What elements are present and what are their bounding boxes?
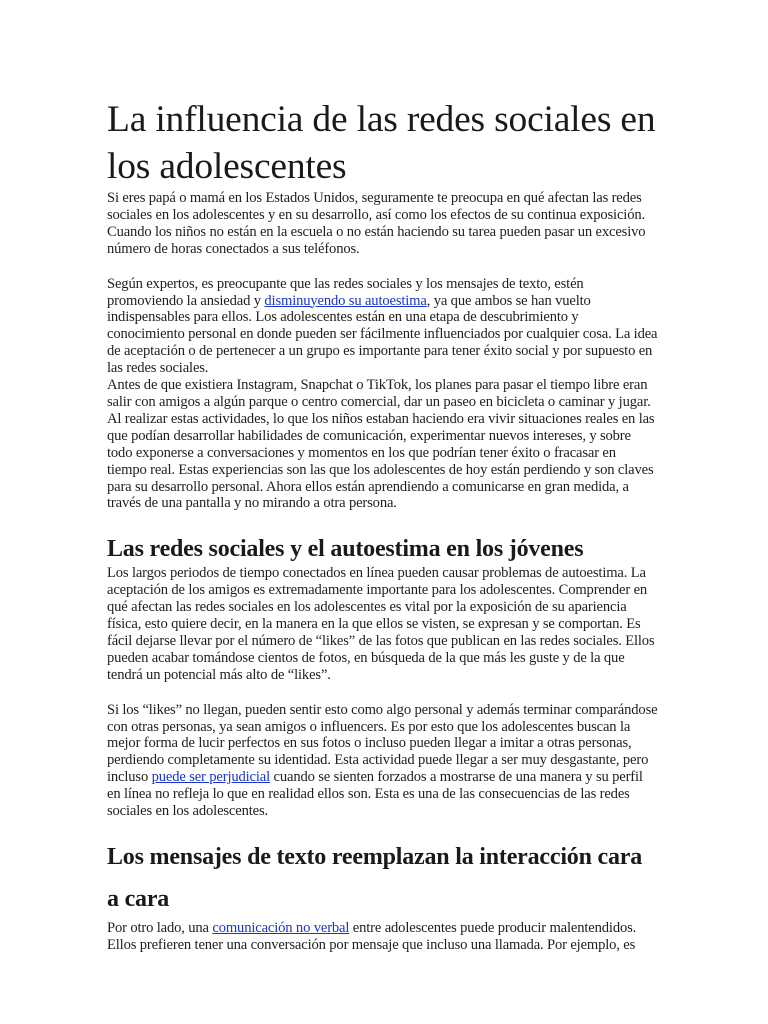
autoestima-paragraph: Los largos periodos de tiempo conectados en línea pueden causar problemas de autoestima. La aceptación de los amigos es extremadamente importante para los adolescentes. Comprender en qué afectan las redes sociales en los adolescentes es vital por la exposición de su apariencia física, esto quiere decir, en la manera en la que ellos se visten, se expresan y se comportan. Es fácil dejarse llevar por el número de “likes” de las fotos que publican en las redes sociales. Ellos pueden acabar tomándose cientos de fotos, en búsqueda de la que más les guste y de la que tendrá un potencial más alto de “likes”. — [107, 565, 655, 683]
section-heading-mensajes: Los mensajes de texto reemplazan la interacción cara a cara — [107, 844, 643, 912]
document-page — [107, 96, 659, 954]
likes-text-before: Si los “likes” no llegan, pueden sentir esto como algo personal y además terminar comparándose con otras personas, ya sean amigos o influencers. Es por esto que los adolescentes buscan la mejor forma de lucir perfectos en sus fotos o incluso pueden llegar a imitar a otras personas, perdiendo completamente su identidad. Esta actividad puede llegar a ser muy desgastante, pero incluso — [107, 701, 658, 786]
section-heading-autoestima: Las redes sociales y el autoestima en los jóvenes — [107, 536, 584, 563]
experts-text-after: , ya que ambos se han vuelto indispensables para ellos. Los adolescentes están en una etapa de descubrimiento y conocimiento personal en donde pueden ser fácilmente influenciados por cualquier cosa. La idea de aceptación o de pertenecer a un grupo es importante para tener éxito social y por supuesto en las redes sociales. — [107, 292, 658, 377]
experts-paragraph — [107, 276, 659, 377]
page-title: La influencia de las redes sociales en los adolescentes — [107, 99, 656, 187]
likes-text-after: cuando se sienten forzados a mostrarse de una manera y su perfil en línea no refleja lo que en realidad ellos son. Esta es una de las consecuencias de las redes sociales en los adolescentes. — [107, 769, 643, 820]
comunicacion-paragraph — [107, 920, 659, 954]
comunicacion-no-verbal-link[interactable]: comunicación no verbal — [212, 920, 350, 936]
likes-paragraph — [107, 702, 659, 820]
comunicacion-text-after: entre adolescentes puede producir malentendidos. Ellos prefieren tener una conversación por mensaje que incluso una llamada. Por ejemplo, es — [107, 920, 637, 953]
perjudicial-link[interactable]: puede ser perjudicial — [151, 769, 271, 786]
before-instagram-paragraph: Antes de que existiera Instagram, Snapchat o TikTok, los planes para pasar el tiempo libre eran salir con amigos a algún parque o centro comercial, dar un paseo en bicicleta o caminar y jugar. Al realizar estas actividades, lo que los niños estaban haciendo era vivir situaciones reales en las que podían desarrollar habilidades de comunicación, experimentar nuevos intereses, y sobre todo exponerse a conversaciones y momentos en los que podrían tener éxito o fracasar en tiempo real. Estas experiencias son las que los adolescentes de hoy están perdiendo y son claves para su desarrollo personal. Ahora ellos están aprendiendo a comunicarse en gran medida, a través de una pantalla y no mirando a otra persona. — [107, 377, 655, 512]
comunicacion-text-before: Por otro lado, una — [107, 920, 213, 936]
experts-text-before: Según expertos, es preocupante que las redes sociales y los mensajes de texto, estén promoviendo la ansiedad y — [107, 275, 584, 309]
autoestima-link[interactable]: disminuyendo su autoestima — [264, 292, 427, 309]
intro-paragraph: Si eres papá o mamá en los Estados Unidos, seguramente te preocupa en qué afectan las redes sociales en los adolescentes y en su desarrollo, así como los efectos de su continua exposición. Cuando los niños no están en la escuela o no están haciendo su tarea pueden pasar un excesivo número de horas conectados a sus teléfonos. — [107, 190, 646, 257]
